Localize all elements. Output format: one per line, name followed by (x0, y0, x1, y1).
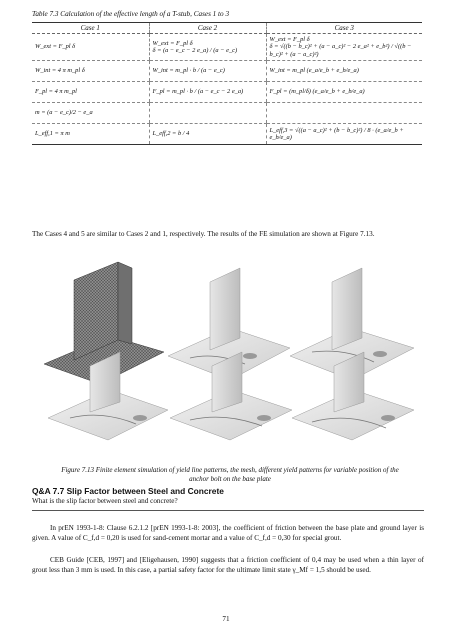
table-cell: L_eff,1 = π m (32, 124, 149, 145)
table-cell: W_int = 4 π m_pl δ (32, 61, 149, 82)
table-cell: W_ext = F_pl δ δ = √((b − b_c)² + (a − a_c)² − 2 e_a² + e_b²) / √((b − b_c)² + (a − a_c)²) (266, 34, 422, 61)
table-row (32, 82, 422, 103)
paragraph-friction-en: In prEN 1993-1-8: Clause 6.2.1.2 [prEN 1993-1-8: 2003], the coefficient of friction between the base plate and ground layer is given. A value of C_f,d = 0,20 is used for sand-cement mortar and a value of C_f,d = 0,30 for special grout. (32, 524, 424, 542)
qa-question: What is the slip factor between steel and concrete? (32, 497, 178, 505)
yield-pattern-panel-5 (292, 352, 414, 440)
table-cell: F_pl = 4 π m_pl (32, 82, 149, 103)
divider (32, 510, 424, 511)
table-cell: W_ext = F_pl δ δ = (a − e_c − 2 e_a) / (a − e_c) (149, 34, 266, 61)
paragraph-cases: The Cases 4 and 5 are similar to Cases 2 and 1, respectively. The results of the FE simulation are shown at Figure 7.13. (32, 230, 375, 238)
page-number: 71 (222, 615, 230, 623)
calculation-table (32, 22, 422, 145)
figure-caption: Figure 7.13 Finite element simulation of yield line patterns, the mesh, different yield patterns for variable position of the anchor bolt on the base plate (61, 466, 399, 483)
header-case-3: Case 3 (266, 23, 422, 34)
paragraph-friction-ceb: CEB Guide [CEB, 1997] and [Eligehausen, 1990] suggests that a friction coefficient of 0,4 may be used when a thin layer of grout less than 3 mm is used. In this case, a partial safety factor for the ultimate limit state γ_Mf = 1,5 should be used. (32, 556, 424, 574)
qa-heading: Q&A 7.7 Slip Factor between Steel and Concrete (32, 486, 224, 496)
table-cell: L_eff,2 = b / 4 (149, 124, 266, 145)
table-cell (266, 103, 422, 124)
table-cell (149, 103, 266, 124)
table-caption: Table 7.3 Calculation of the effective length of a T-stub, Cases 1 to 3 (32, 10, 230, 18)
table-row (32, 124, 422, 145)
table-cell: F_pl = (m_pl/δ) (e_a/e_b + e_b/e_a) (266, 82, 422, 103)
table-row (32, 34, 422, 61)
table-cell: W_int = m_pl (e_a/e_b + e_b/e_a) (266, 61, 422, 82)
table-cell: W_ext = F_pl δ (32, 34, 149, 61)
table-cell: W_int = m_pl · b / (a − e_c) (149, 61, 266, 82)
header-case-1: Case 1 (32, 23, 149, 34)
table-cell: F_pl = m_pl · b / (a − e_c − 2 e_a) (149, 82, 266, 103)
table-row (32, 61, 422, 82)
yield-pattern-panel-4 (170, 352, 292, 440)
table-cell: m = (a − e_c)/2 − e_a (32, 103, 149, 124)
fe-simulation-figure (40, 252, 418, 442)
table-row (32, 103, 422, 124)
table-cell: L_eff,3 = √((a − a_c)² + (b − b_c)²) / 8 · (e_a/e_b + e_b/e_a) (266, 124, 422, 145)
header-case-2: Case 2 (149, 23, 266, 34)
